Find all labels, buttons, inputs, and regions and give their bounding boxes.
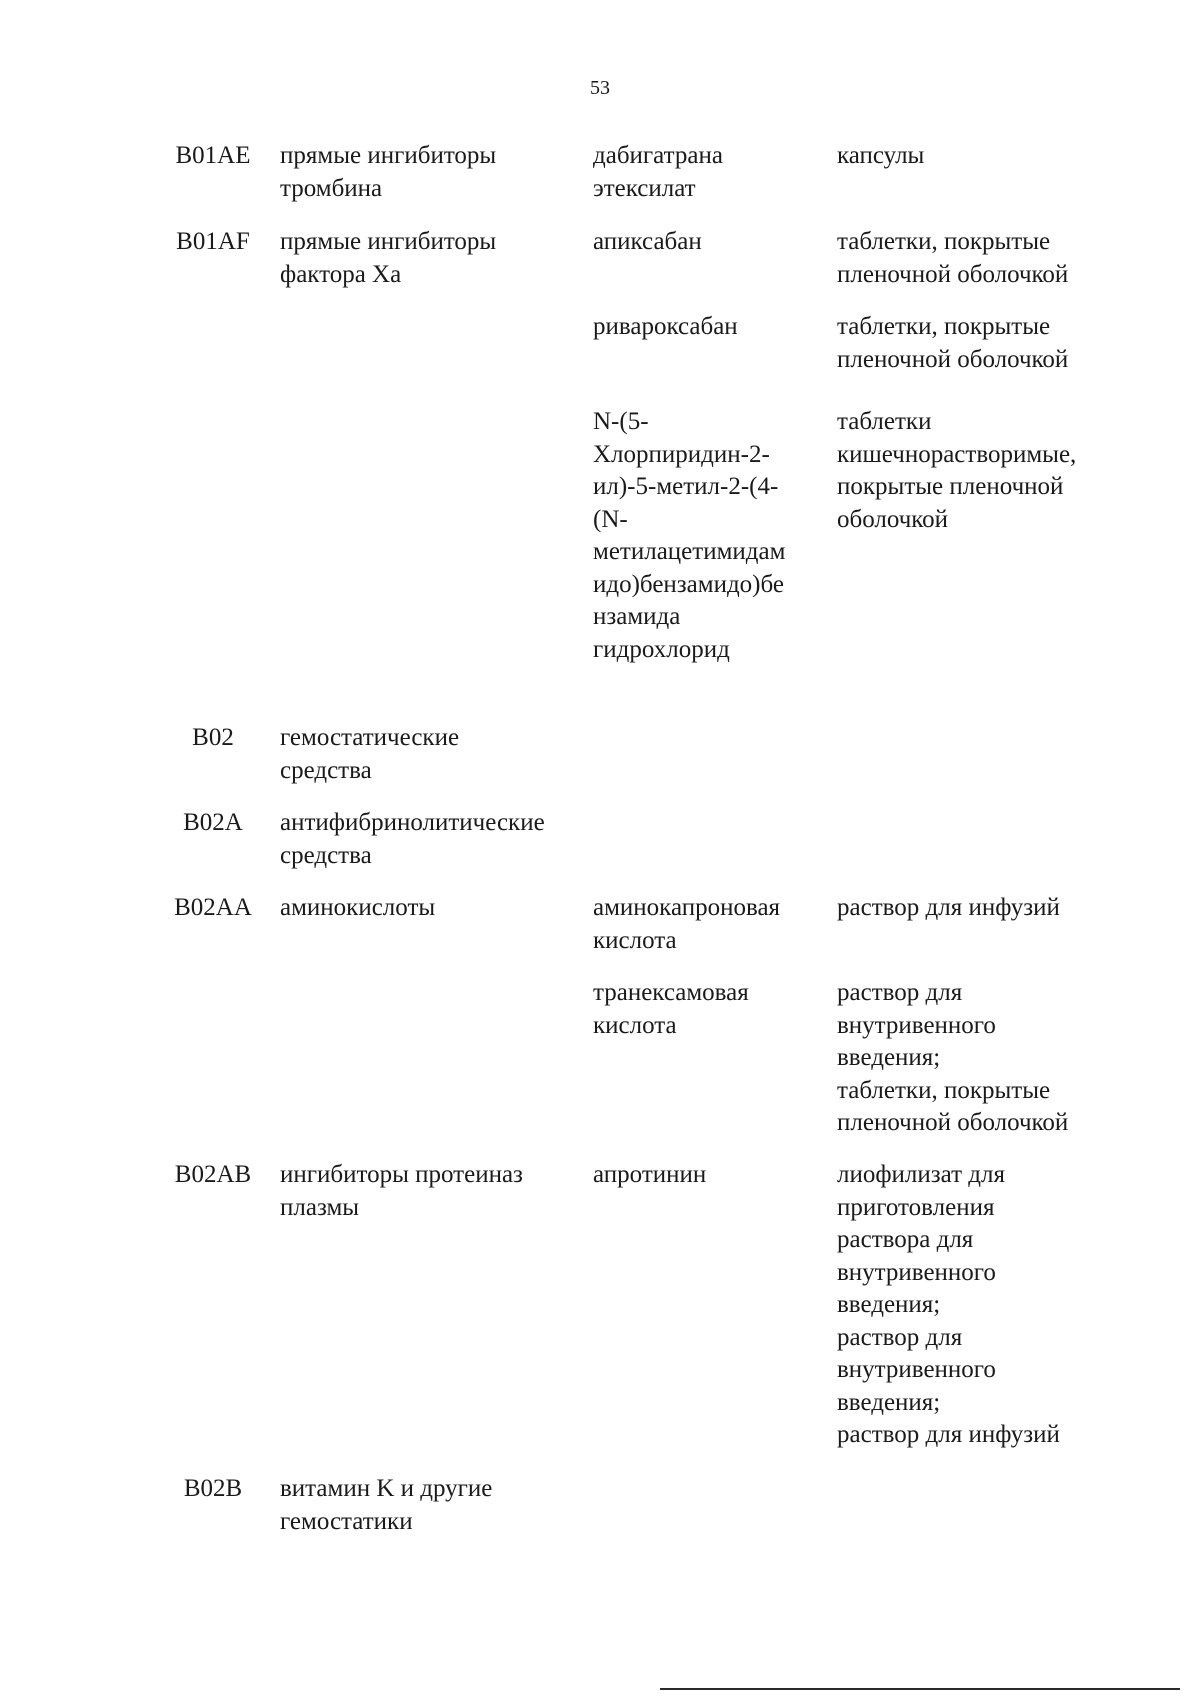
atc-code: B02 [192,724,234,751]
anatomical-therapeutic-group: прямые ингибиторы тромбина [280,142,497,202]
atc-code: B02A [183,809,243,836]
drug-name: транексамовая кислота [593,979,749,1039]
dosage-form: таблетки кишечнорастворимые, покрытые пленочной оболочкой [837,408,1077,533]
drug-name: аминокапроновая кислота [593,894,781,954]
dosage-form: таблетки, покрытые пленочной оболочкой [837,228,1069,288]
drug-name: апиксабан [593,228,702,255]
atc-code: B02AB [174,1161,252,1188]
dosage-form: раствор для внутривенного введения; таблетки, покрытые пленочной оболочкой [837,979,1069,1136]
anatomical-therapeutic-group: витамин K и другие гемостатики [280,1475,493,1535]
page-number: 53 [590,77,610,99]
drug-name: дабигатрана этексилат [593,142,723,202]
drug-name: N-(5- Хлорпиридин-2- ил)-5-метил-2-(4- (N- метилацетимидам идо)бензамидо)бе нзамида гидрохлорид [593,408,786,663]
anatomical-therapeutic-group: антифибринолитические средства [280,809,545,869]
anatomical-therapeutic-group: прямые ингибиторы фактора Ха [280,228,497,288]
atc-code: B01AE [175,142,251,169]
anatomical-therapeutic-group: ингибиторы протеиназ плазмы [280,1161,523,1221]
anatomical-therapeutic-group: аминокислоты [280,894,436,921]
atc-code: B01AF [176,228,250,255]
drug-name: ривароксабан [593,313,738,340]
atc-code: B02AA [174,894,252,921]
drug-name: апротинин [593,1161,707,1188]
scan-edge-line [660,1688,1180,1690]
dosage-form: раствор для инфузий [837,894,1060,921]
dosage-form: капсулы [837,142,925,169]
anatomical-therapeutic-group: гемостатические средства [280,724,460,784]
dosage-form: лиофилизат для приготовления раствора для внутривенного введения; раствор для внутривенного введения; раствор для инфузий [837,1161,1060,1448]
atc-code: B02B [183,1475,243,1502]
dosage-form: таблетки, покрытые пленочной оболочкой [837,313,1069,373]
